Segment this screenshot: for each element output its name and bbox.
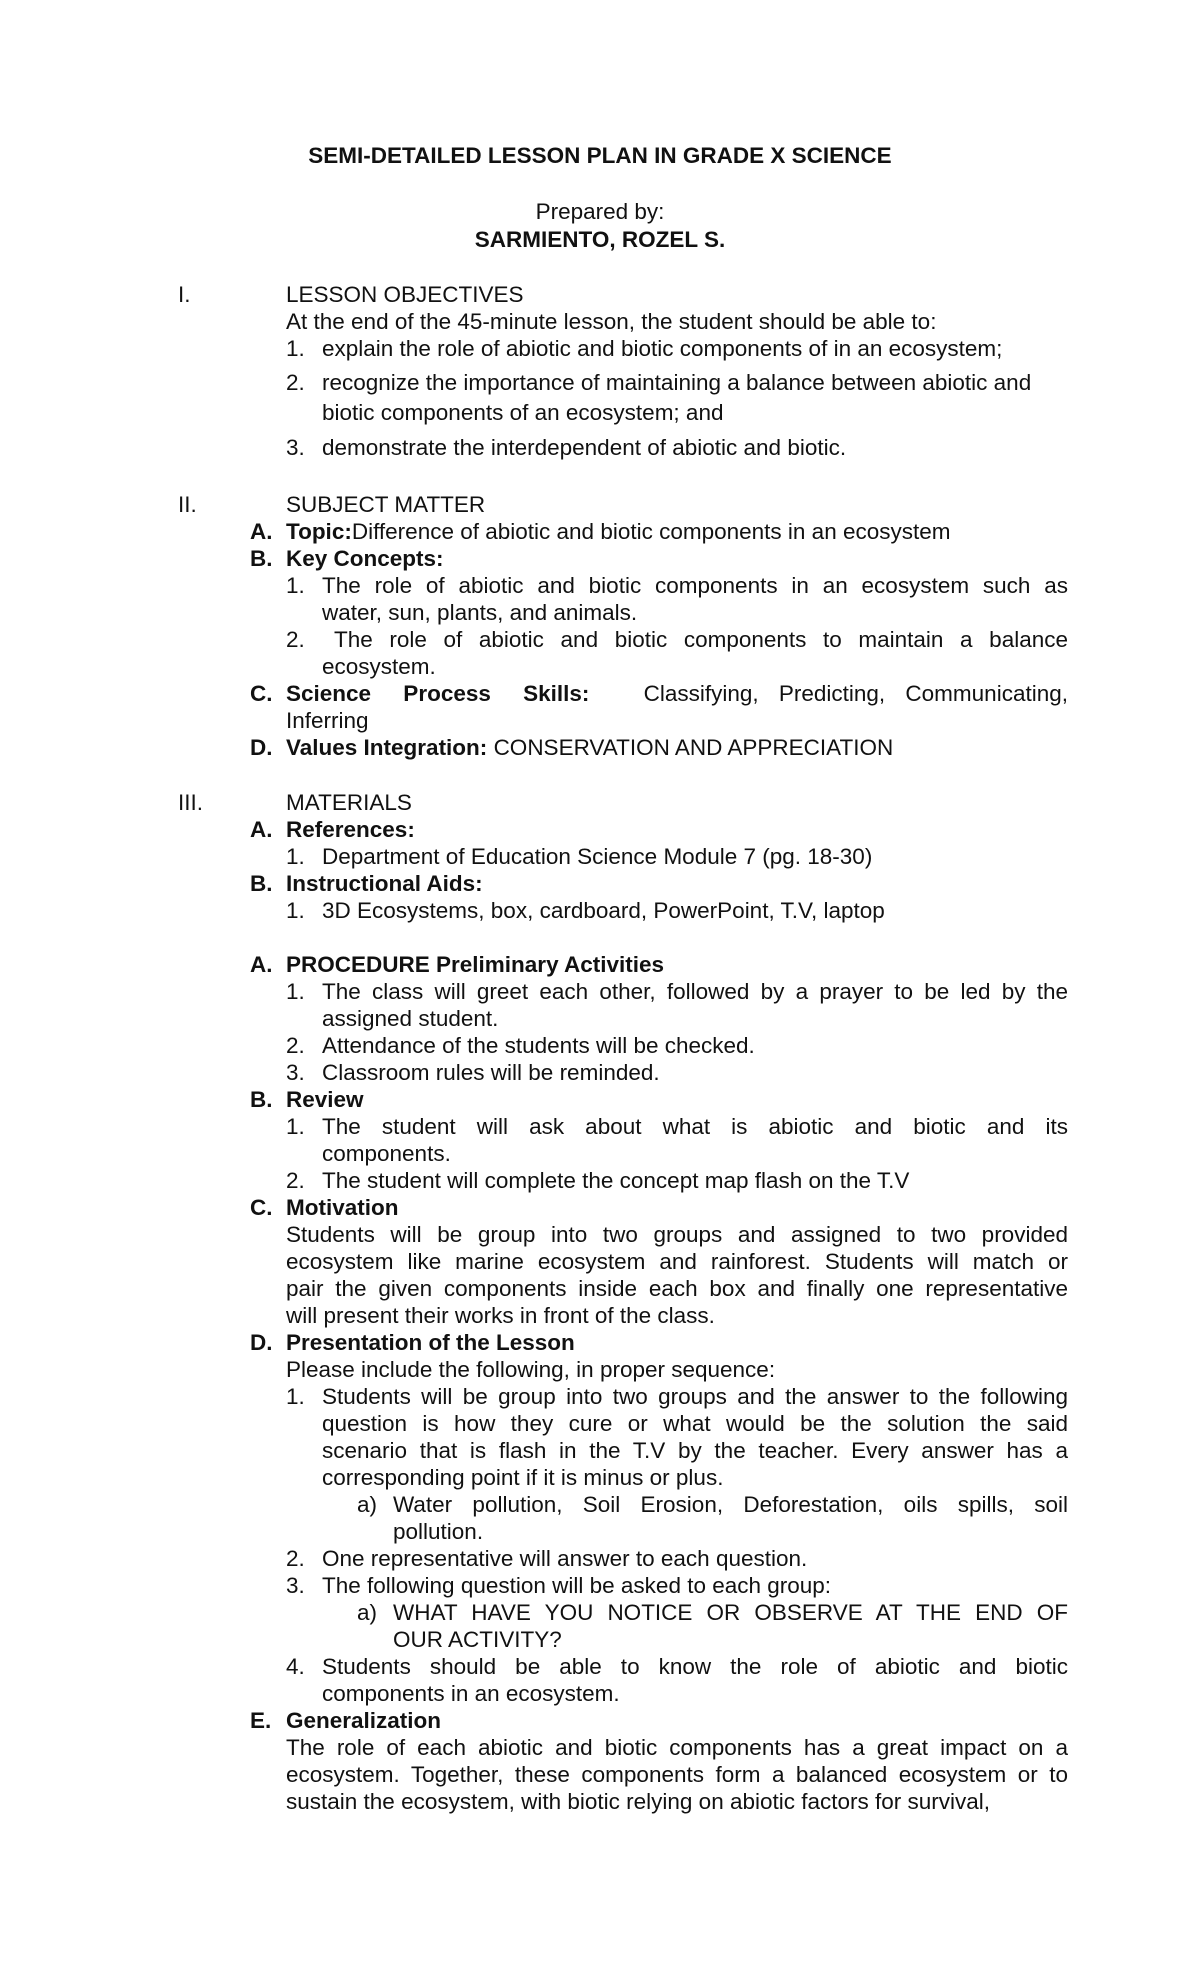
process-skills-label: Science Process Skills:	[286, 681, 590, 706]
list-number: 2.	[286, 1546, 305, 1571]
list-number: 1.	[286, 979, 305, 1004]
item-letter: B.	[250, 546, 273, 571]
list-number: 1.	[286, 844, 305, 869]
list-number: 2.	[286, 370, 305, 395]
presentation-item: question is how they cure or what would be the solution the said	[322, 1411, 1068, 1436]
objective-item: explain the role of abiotic and biotic components of in an ecosystem;	[322, 336, 1003, 361]
item-letter: E.	[250, 1708, 272, 1733]
review-heading: Review	[286, 1087, 364, 1112]
procedure-heading: PROCEDURE Preliminary Activities	[286, 952, 665, 977]
item-letter: C.	[250, 1195, 273, 1220]
item-letter: B.	[250, 871, 273, 896]
presentation-sub-item: WHAT HAVE YOU NOTICE OR OBSERVE AT THE END OF	[393, 1600, 1068, 1625]
item-letter: A.	[250, 519, 273, 544]
instructional-aids-label: Instructional Aids:	[286, 871, 483, 896]
item-letter: C.	[250, 681, 273, 706]
item-letter: B.	[250, 1087, 273, 1112]
process-skills-text: Classifying, Predicting, Communicating,	[643, 681, 1068, 706]
presentation-sub-item: Water pollution, Soil Erosion, Deforestation, oils spills, soil	[393, 1492, 1068, 1517]
generalization-text: ecosystem. Together, these components form a balanced ecosystem or to	[286, 1762, 1068, 1787]
review-item: The student will complete the concept map flash on the T.V	[322, 1168, 910, 1193]
item-letter: D.	[250, 1330, 273, 1355]
objective-item: demonstrate the interdependent of abiotic and biotic.	[322, 435, 847, 460]
topic-line	[286, 518, 951, 545]
presentation-intro: Please include the following, in proper sequence:	[286, 1357, 776, 1382]
process-skills-line	[286, 680, 1068, 707]
list-number: 1.	[286, 898, 305, 923]
prepared-by-label: Prepared by:	[535, 199, 665, 224]
motivation-text: pair the given components inside each box and finally one representative	[286, 1276, 1068, 1301]
motivation-heading: Motivation	[286, 1195, 399, 1220]
key-concept-item-continued: ecosystem.	[322, 654, 436, 679]
generalization-text: The role of each abiotic and biotic components has a great impact on a	[286, 1735, 1068, 1760]
procedure-item-continued: assigned student.	[322, 1006, 499, 1031]
instructional-aid-item: 3D Ecosystems, box, cardboard, PowerPoint, T.V, laptop	[322, 898, 885, 923]
values-line	[286, 734, 893, 761]
motivation-text: Students will be group into two groups and assigned to two provided	[286, 1222, 1068, 1247]
review-item-continued: components.	[322, 1141, 451, 1166]
presentation-item-continued: components in an ecosystem.	[322, 1681, 620, 1706]
review-item: The student will ask about what is abiotic and biotic and its	[322, 1114, 1068, 1139]
presentation-item: Students should be able to know the role of abiotic and biotic	[322, 1654, 1068, 1679]
references-label: References:	[286, 817, 415, 842]
topic-label: Topic:	[286, 519, 352, 544]
presentation-heading: Presentation of the Lesson	[286, 1330, 575, 1355]
presentation-item: One representative will answer to each question.	[322, 1546, 808, 1571]
reference-item: Department of Education Science Module 7 (pg. 18-30)	[322, 844, 873, 869]
presentation-item: scenario that is flash in the T.V by the teacher. Every answer has a	[322, 1438, 1068, 1463]
list-number: 3.	[286, 1573, 305, 1598]
presentation-item: The following question will be asked to each group:	[322, 1573, 832, 1598]
key-concept-item-continued: water, sun, plants, and animals.	[322, 600, 638, 625]
presentation-sub-item-continued: OUR ACTIVITY?	[393, 1627, 562, 1652]
motivation-text: will present their works in front of the class.	[286, 1303, 715, 1328]
procedure-item: Classroom rules will be reminded.	[322, 1060, 660, 1085]
generalization-heading: Generalization	[286, 1708, 442, 1733]
list-number: 1.	[286, 1384, 305, 1409]
list-number: 2.	[286, 627, 305, 652]
list-number: 1.	[286, 573, 305, 598]
objectives-intro: At the end of the 45-minute lesson, the student should be able to:	[286, 309, 937, 334]
values-label: Values Integration:	[286, 735, 488, 760]
list-number: 2.	[286, 1033, 305, 1058]
process-skills-continued: Inferring	[286, 708, 369, 733]
list-number: 1.	[286, 336, 305, 361]
objective-item-continued: biotic components of an ecosystem; and	[322, 400, 724, 425]
key-concept-item: The role of abiotic and biotic components in an ecosystem such as	[322, 573, 1068, 598]
item-letter: D.	[250, 735, 273, 760]
motivation-text: ecosystem like marine ecosystem and rainforest. Students will match or	[286, 1249, 1068, 1274]
objective-item: recognize the importance of maintaining a balance between abiotic and	[322, 370, 1032, 395]
section-heading-objectives: LESSON OBJECTIVES	[286, 282, 524, 307]
key-concepts-label: Key Concepts:	[286, 546, 444, 571]
section-number: III.	[178, 790, 204, 815]
section-heading-materials: MATERIALS	[286, 790, 412, 815]
presentation-item: corresponding point if it is minus or plus.	[322, 1465, 724, 1490]
presentation-sub-item-continued: pollution.	[393, 1519, 484, 1544]
item-letter: A.	[250, 817, 273, 842]
presentation-item: Students will be group into two groups and the answer to the following	[322, 1384, 1068, 1409]
procedure-item: The class will greet each other, followed by a prayer to be led by the	[322, 979, 1068, 1004]
section-number: I.	[178, 282, 191, 307]
document-title: SEMI-DETAILED LESSON PLAN IN GRADE X SCIENCE	[308, 143, 892, 168]
generalization-text: sustain the ecosystem, with biotic relying on abiotic factors for survival,	[286, 1789, 991, 1814]
key-concept-item: The role of abiotic and biotic components to maintain a balance	[334, 627, 1068, 652]
sub-item-letter: a)	[357, 1600, 378, 1625]
list-number: 1.	[286, 1114, 305, 1139]
list-number: 4.	[286, 1654, 305, 1679]
sub-item-letter: a)	[357, 1492, 378, 1517]
procedure-item: Attendance of the students will be checked.	[322, 1033, 755, 1058]
values-text: CONSERVATION AND APPRECIATION	[493, 735, 894, 760]
topic-text: Difference of abiotic and biotic components in an ecosystem	[351, 519, 951, 544]
list-number: 3.	[286, 1060, 305, 1085]
author-name: SARMIENTO, ROZEL S.	[474, 227, 726, 252]
list-number: 3.	[286, 435, 305, 460]
list-number: 2.	[286, 1168, 305, 1193]
section-heading-subject-matter: SUBJECT MATTER	[286, 492, 486, 517]
section-number: II.	[178, 492, 197, 517]
item-letter: A.	[250, 952, 273, 977]
